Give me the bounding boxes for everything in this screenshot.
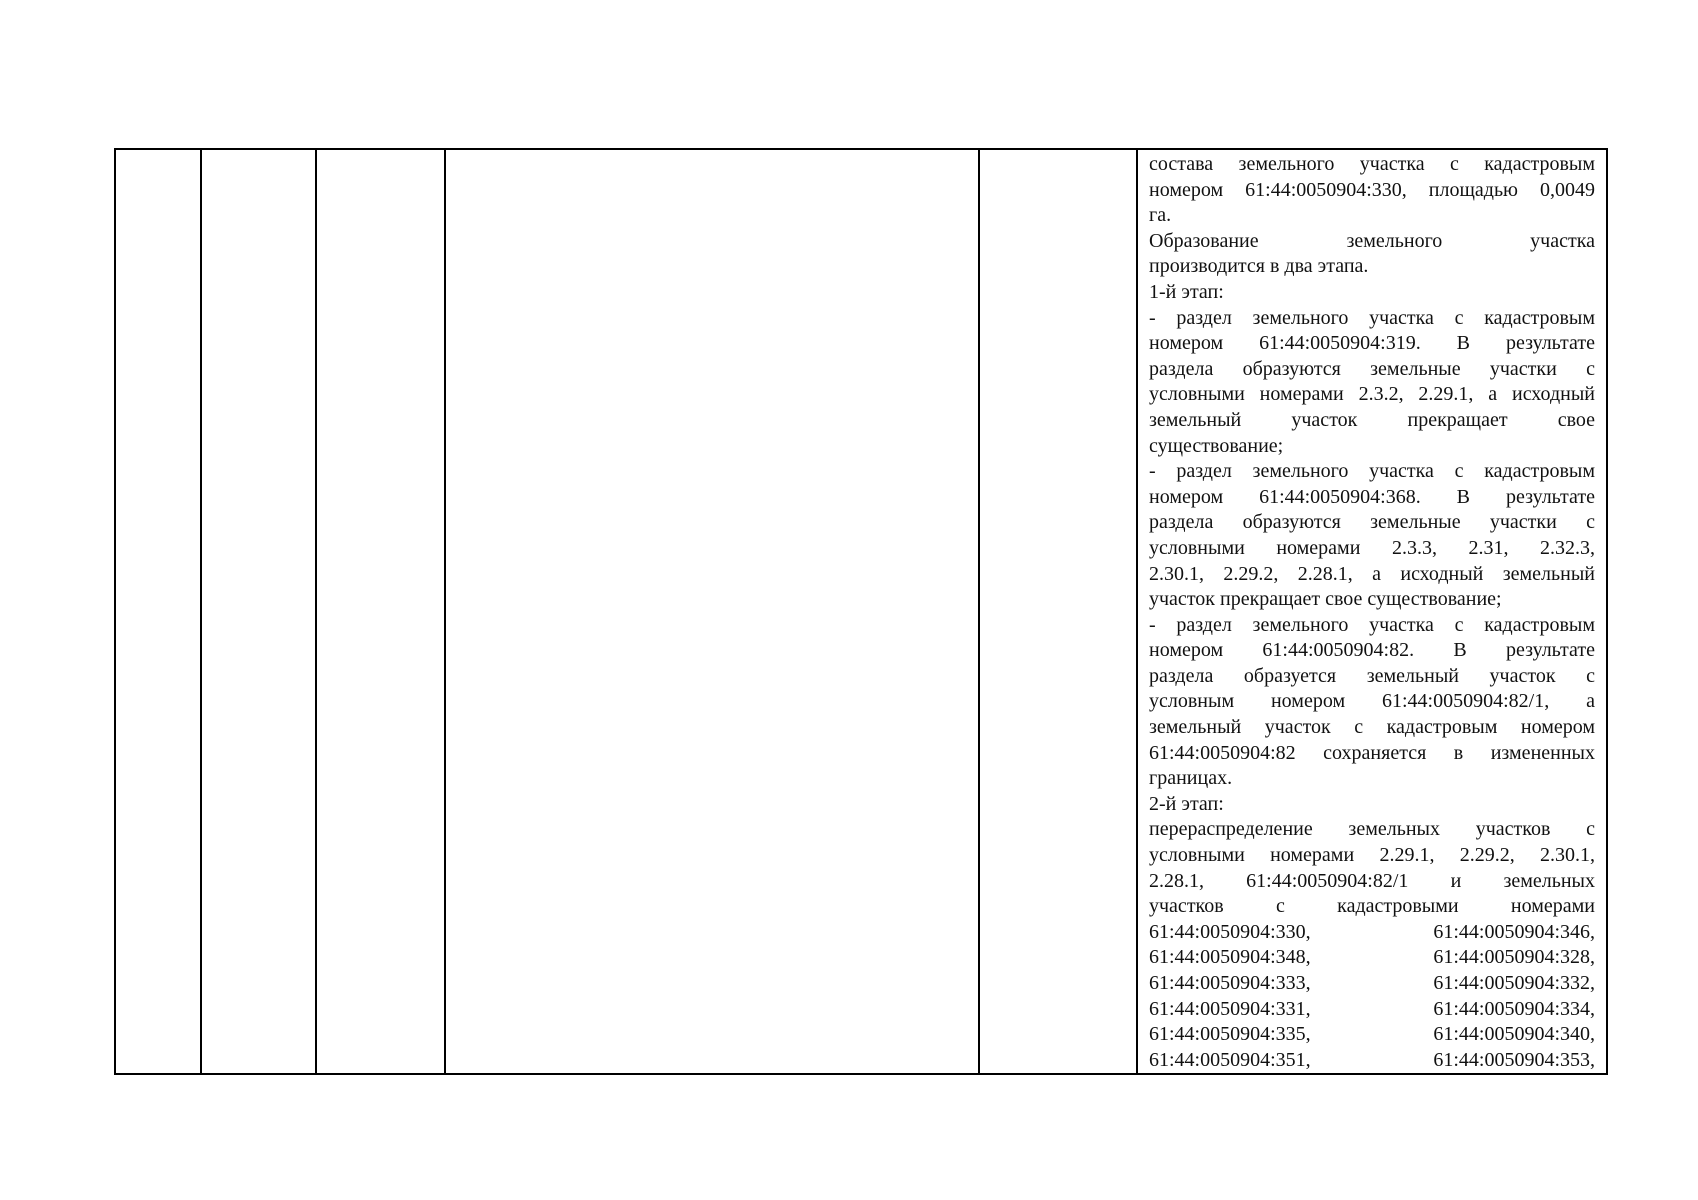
- description-line: условными номерами 2.3.3, 2.31, 2.32.3,: [1149, 536, 1595, 559]
- description-line: 2.30.1, 2.29.2, 2.28.1, а исходный земельный: [1149, 562, 1595, 585]
- description-line: 61:44:0050904:351, 61:44:0050904:353,: [1149, 1048, 1595, 1071]
- description-line: условными номерами 2.29.1, 2.29.2, 2.30.1,: [1149, 844, 1595, 867]
- description-line: номером 61:44:0050904:368. В результате: [1149, 485, 1595, 508]
- cell-5: [979, 149, 1137, 1074]
- document-table: [114, 148, 1608, 1075]
- description-line: раздела образуется земельный участок с: [1149, 664, 1595, 687]
- description-line: земельный участок прекращает свое: [1149, 408, 1595, 431]
- description-line: границах.: [1149, 767, 1233, 790]
- description-line: условным номером 61:44:0050904:82/1, а: [1149, 690, 1595, 713]
- description-line: 61:44:0050904:331, 61:44:0050904:334,: [1149, 997, 1595, 1020]
- description-line: состава земельного участка с кадастровым: [1149, 153, 1595, 175]
- description-line: 61:44:0050904:330, 61:44:0050904:346,: [1149, 920, 1595, 943]
- description-line: раздела образуются земельные участки с: [1149, 357, 1595, 380]
- description-line: номером 61:44:0050904:82. В результате: [1149, 639, 1595, 662]
- description-line: участок прекращает свое существование;: [1149, 588, 1502, 611]
- description-line: 61:44:0050904:348, 61:44:0050904:328,: [1149, 946, 1595, 969]
- table-row: [115, 149, 1607, 1074]
- cell-1: [115, 149, 201, 1074]
- description-line: 61:44:0050904:82 сохраняется в измененных: [1149, 741, 1595, 764]
- description-line: номером 61:44:0050904:330, площадью 0,0049: [1149, 178, 1595, 201]
- cell-6: [1137, 149, 1607, 1074]
- description-line: 61:44:0050904:333, 61:44:0050904:332,: [1149, 972, 1595, 994]
- description-line: земельный участок с кадастровым номером: [1149, 716, 1595, 739]
- cell-3: [316, 149, 445, 1074]
- description-line: Образование земельного участка: [1149, 229, 1595, 252]
- description-line: номером 61:44:0050904:319. В результате: [1149, 332, 1595, 355]
- description-line: производится в два этапа.: [1149, 255, 1369, 278]
- description-line: га.: [1149, 204, 1172, 227]
- description-line: условными номерами 2.3.2, 2.29.1, а исходный: [1149, 383, 1595, 406]
- description-line: раздела образуются земельные участки с: [1149, 511, 1595, 534]
- cell-2: [201, 149, 316, 1074]
- description-line: 61:44:0050904:335, 61:44:0050904:340,: [1149, 1023, 1595, 1046]
- description-line: 1-й этап:: [1149, 280, 1224, 303]
- description-line: перераспределение земельных участков с: [1149, 818, 1595, 841]
- description-line: - раздел земельного участка с кадастровым: [1149, 306, 1595, 329]
- description-line: - раздел земельного участка с кадастровым: [1149, 613, 1595, 636]
- description-line: 2.28.1, 61:44:0050904:82/1 и земельных: [1149, 869, 1595, 892]
- description-line: - раздел земельного участка с кадастровым: [1149, 460, 1595, 483]
- description-text: [1149, 152, 1595, 1073]
- description-line: существование;: [1149, 434, 1284, 457]
- description-line: участков с кадастровыми номерами: [1149, 895, 1595, 918]
- cell-4: [445, 149, 979, 1074]
- description-line: 2-й этап:: [1149, 792, 1224, 815]
